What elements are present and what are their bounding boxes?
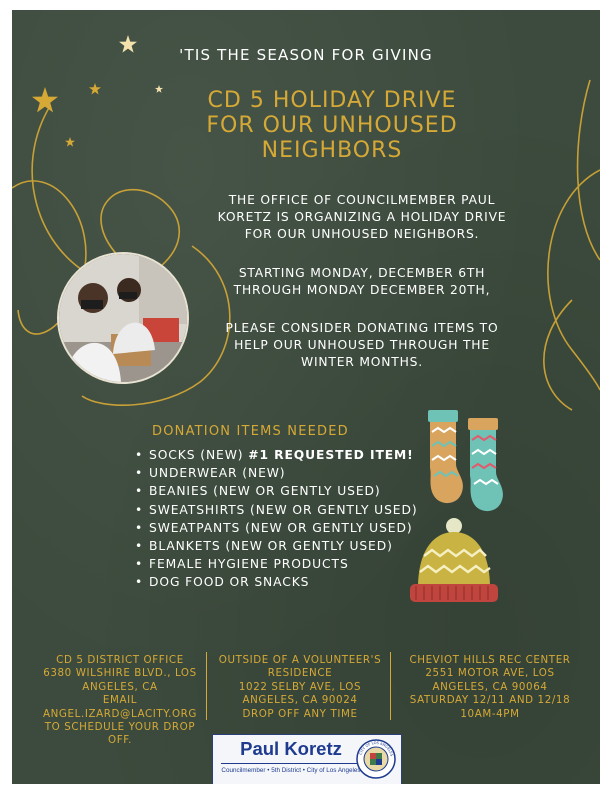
star-icon — [28, 84, 62, 118]
location-line: 6380 WILSHIRE BLVD., LOS — [43, 667, 197, 680]
title-line: CD 5 HOLIDAY DRIVE — [207, 88, 457, 113]
item-label: SOCKS (NEW) — [149, 448, 249, 462]
location-line: CD 5 DISTRICT OFFICE — [56, 654, 184, 666]
location-line: 1022 SELBY AVE, LOS — [238, 680, 362, 693]
list-item: • BLANKETS (NEW OR GENTLY USED) — [149, 537, 418, 555]
list-item: • UNDERWEAR (NEW) — [149, 464, 418, 482]
title-line: FOR OUR UNHOUSED — [206, 113, 458, 138]
councilmember-logo — [212, 734, 402, 784]
svg-text:CITY OF LOS ANGELES: CITY OF LOS ANGELES — [358, 740, 394, 757]
location-cheviot-hills — [396, 654, 584, 721]
column-divider — [390, 652, 391, 720]
appeal-paragraph — [202, 320, 522, 371]
intro-line: FOR OUR UNHOUSED NEIGHBORS. — [244, 227, 480, 241]
location-line: EMAIL — [102, 694, 138, 707]
list-item: • BEANIES (NEW OR GENTLY USED) — [149, 482, 418, 500]
city-seal-icon — [356, 739, 396, 779]
location-line: ANGELES, CA — [82, 680, 158, 693]
location-line: CHEVIOT HILLS REC CENTER — [409, 654, 571, 666]
location-line: OUTSIDE OF A VOLUNTEER'S — [218, 654, 382, 666]
donation-list — [132, 446, 418, 592]
page-title — [132, 88, 532, 163]
intro-line: HELP OUR UNHOUSED THROUGH THE — [234, 338, 490, 352]
logo-rule — [221, 763, 361, 764]
email-link[interactable]: ANGEL.IZARD@LACITY.ORG — [42, 707, 198, 720]
list-item: • FEMALE HYGIENE PRODUCTS — [149, 555, 418, 573]
intro-line: PLEASE CONSIDER DONATING ITEMS TO — [225, 321, 499, 335]
list-item: • SWEATPANTS (NEW OR GENTLY USED) — [149, 519, 418, 537]
location-volunteer-residence — [212, 654, 388, 721]
dates-paragraph — [202, 265, 522, 299]
eyebrow-text: 'TIS THE SEASON FOR GIVING — [179, 46, 433, 64]
donation-heading: DONATION ITEMS NEEDED — [152, 424, 349, 439]
intro-line: KORETZ IS ORGANIZING A HOLIDAY DRIVE — [217, 210, 507, 224]
location-line: 2551 MOTOR AVE, LOS — [425, 667, 555, 680]
location-line: TO SCHEDULE YOUR DROP — [44, 721, 196, 734]
socks-icon — [422, 402, 526, 522]
star-icon — [64, 136, 76, 148]
title-line: NEIGHBORS — [261, 138, 403, 163]
location-line: ANGELES, CA 90024 — [242, 694, 358, 707]
list-item — [149, 446, 418, 464]
location-line: SATURDAY 12/11 AND 12/18 — [409, 694, 571, 707]
beanie-icon — [404, 516, 500, 612]
location-line: DROP OFF ANY TIME — [242, 707, 358, 720]
column-divider — [206, 652, 207, 720]
star-icon — [88, 82, 102, 96]
intro-line: STARTING MONDAY, DECEMBER 6TH — [238, 266, 486, 280]
flyer — [12, 10, 600, 784]
list-item: • DOG FOOD OR SNACKS — [149, 573, 418, 591]
location-district-office — [36, 654, 204, 748]
location-line: RESIDENCE — [267, 667, 333, 680]
location-line: ANGELES, CA 90064 — [432, 680, 548, 693]
intro-line: WINTER MONTHS. — [301, 355, 423, 369]
logo-subtitle: Councilmember • 5th District • City of Los Angeles — [221, 767, 361, 774]
location-line: OFF. — [108, 734, 132, 747]
intro-line: THE OFFICE OF COUNCILMEMBER PAUL — [228, 193, 496, 207]
location-line: 10AM-4PM — [460, 707, 520, 720]
volunteers-photo — [57, 252, 189, 384]
intro-line: THROUGH MONDAY DECEMBER 20TH, — [233, 283, 491, 297]
requested-highlight: #1 REQUESTED ITEM! — [248, 448, 414, 462]
intro-paragraph — [202, 192, 522, 243]
list-item: • SWEATSHIRTS (NEW OR GENTLY USED) — [149, 501, 418, 519]
logo-name: Paul Koretz — [240, 738, 342, 759]
